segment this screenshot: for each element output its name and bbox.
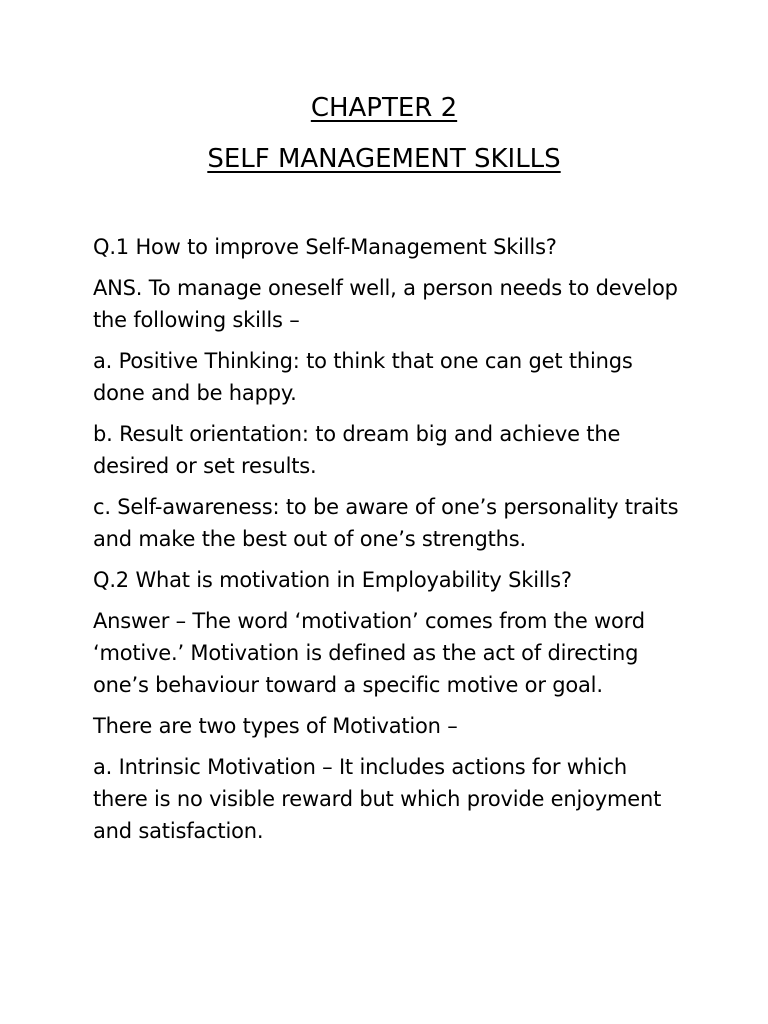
- intrinsic-motivation: a. Intrinsic Motivation – It includes actions for which there is no visible reward but which provide enjoyment and satisfaction.: [93, 755, 662, 843]
- answer-1-point-a: a. Positive Thinking: to think that one can get things done and be happy.: [93, 349, 633, 405]
- question-2: Q.2 What is motivation in Employability Skills?: [93, 568, 572, 592]
- answer-1-point-c: c. Self-awareness: to be aware of one’s personality traits and make the best out of one’s strengths.: [93, 495, 679, 551]
- question-1: Q.1 How to improve Self-Management Skills?: [93, 235, 557, 259]
- chapter-title: SELF MANAGEMENT SKILLS: [207, 144, 561, 174]
- motivation-types-intro: There are two types of Motivation –: [93, 714, 458, 738]
- answer-1-intro: ANS. To manage oneself well, a person needs to develop the following skills –: [93, 276, 678, 332]
- answer-2: Answer – The word ‘motivation’ comes from the word ‘motive.’ Motivation is defined as the act of directing one’s behaviour toward a specific motive or goal.: [93, 609, 645, 697]
- answer-1-point-b: b. Result orientation: to dream big and achieve the desired or set results.: [93, 422, 621, 478]
- chapter-heading: CHAPTER 2: [310, 93, 458, 123]
- document-body: [93, 231, 683, 856]
